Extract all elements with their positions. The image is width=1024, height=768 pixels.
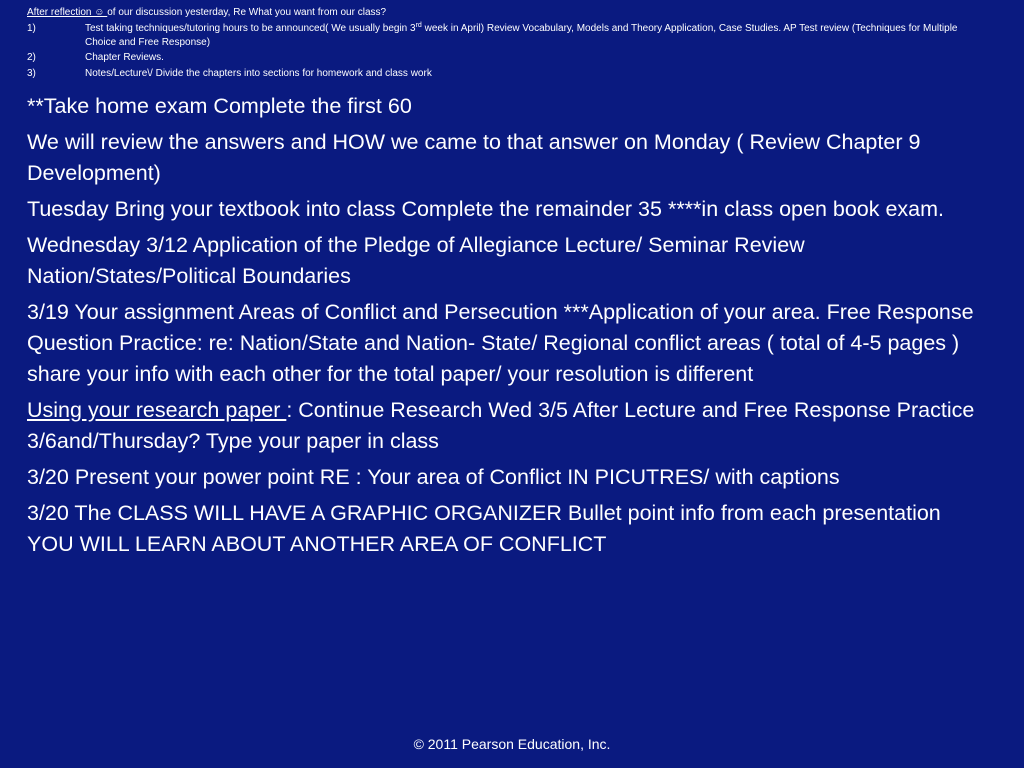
research-paper-text: : Continue Research Wed 3/5 After Lecture and Free Response Practice 3/6and/Thursday? Type your paper in class [27, 398, 975, 453]
item-number: 1) [27, 23, 36, 34]
after-reflection-link[interactable]: After reflection ☺ [27, 7, 108, 18]
paragraph-wednesday: Wednesday 3/12 Application of the Pledge of Allegiance Lecture/ Seminar Review Nation/States/Political Boundaries [27, 233, 805, 288]
item-text: Notes/Lecture\/ Divide the chapters into sections for homework and class work [85, 68, 432, 79]
paragraph-review-answers: We will review the answers and HOW we came to that answer on Monday ( Review Chapter 9 Development) [27, 130, 921, 185]
header-lead-text: of our discussion yesterday, Re What you want from our class? [107, 7, 387, 18]
paragraph-research-paper [27, 395, 987, 457]
item-text: Test taking techniques/tutoring hours to be announced( We usually begin 3rd week in April) Review Vocabulary, Models and Theory Application, Case Studies. AP Test review (Techniques for Multiple Choice and Free Response) [85, 22, 958, 48]
numbered-item-3 [27, 66, 987, 82]
item-number: 2) [27, 52, 36, 63]
item-number: 3) [27, 68, 36, 79]
research-paper-link[interactable]: Using your research paper [27, 398, 287, 422]
header-lead [27, 5, 987, 21]
copyright-footer: © 2011 Pearson Education, Inc. [413, 736, 611, 752]
paragraph-assignment: 3/19 Your assignment Areas of Conflict and Persecution ***Application of your area. Free Response Question Practice: re: Nation/State and Nation- State/ Regional conflict areas ( total of 4-5 pages ) share your info with each other for the total paper/ your resolution is different [27, 300, 974, 386]
header-notes [27, 5, 987, 82]
numbered-item-2 [27, 50, 987, 66]
numbered-item-1 [27, 21, 987, 50]
slide-body [27, 91, 987, 565]
item-text: Chapter Reviews. [85, 52, 164, 63]
paragraph-present-powerpoint: 3/20 Present your power point RE : Your area of Conflict IN PICUTRES/ with captions [27, 465, 840, 489]
paragraph-graphic-organizer: 3/20 The CLASS WILL HAVE A GRAPHIC ORGANIZER Bullet point info from each presentation YOU WILL LEARN ABOUT ANOTHER AREA OF CONFLICT [27, 501, 941, 556]
paragraph-tuesday: Tuesday Bring your textbook into class Complete the remainder 35 ****in class open book exam. [27, 197, 945, 221]
paragraph-take-home-exam: **Take home exam Complete the first 60 [27, 94, 412, 118]
